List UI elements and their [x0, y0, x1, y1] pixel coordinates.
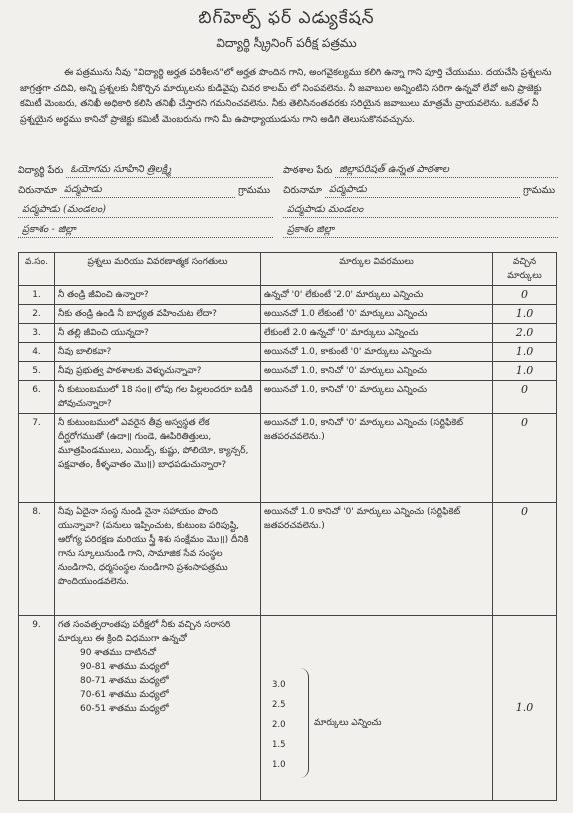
row-marks-detail: ఉన్నచో '0' లేకుంటే '2.0' మార్కులు ఎన్నించు [261, 286, 493, 305]
row-question-text: గత సంవత్సరాంతపు పరీక్షలో నీకు వచ్చిన సరాసరి మార్కులు ఈ క్రింది విధముగా ఉన్నచో [58, 620, 231, 644]
table-row [19, 362, 557, 381]
row-mark-input[interactable]: 0 [493, 381, 557, 414]
school-name-row [283, 160, 558, 178]
row-marks-detail: అయినచో 1.0, కానిచో '0' మార్కులు ఎన్నించు (సర్టిఫికెట్ జతపరచవలెను.) [261, 414, 493, 503]
row-question: నీ తల్లి జీవించి యున్నదా? [55, 324, 261, 343]
mandal-row-2 [283, 200, 558, 218]
range-value: 1.5 [272, 740, 286, 750]
list-item: 90-81 శాతము మధ్యలో [80, 662, 169, 672]
address-field-2[interactable]: పద్మపాడు [325, 183, 520, 198]
district-field[interactable]: ప్రకాశం - జిల్లా [18, 223, 273, 238]
row-number: 2. [19, 305, 55, 324]
col-header-question: ప్రశ్నలు మరియు వివరణాత్మక సంగతులు [55, 253, 261, 286]
row-marks-detail: అయినచో 1.0 కానిచో '0' మార్కులు ఎన్నించు (సర్టిఫికెట్ జతపరచవలెను.) [261, 503, 493, 616]
district-row [18, 220, 273, 238]
row-question: నీవు ప్రభుత్వ పాఠశాలకు వెళ్ళుచున్నావా? [55, 362, 261, 381]
row-question [55, 616, 261, 801]
row-mark-input[interactable]: 0 [493, 414, 557, 503]
col-header-marks-detail: మార్కుల వివరములు [261, 253, 493, 286]
table-row [19, 381, 557, 414]
row-question: నీ కుటుంబములో ఎవరైన తీవ్ర అస్వస్థత లేక దీర్ఘరోగముతో (ఉదా॥ గుండె, ఊపిరితిత్తులు, మూత్రపిండములు, ఎయిడ్స్, కుష్టు, పోలియో, క్యాన్సర్, పక్షవాతం, కీళ్ళవాతం మొ॥) బాధపడుచున్నారా? [55, 414, 261, 503]
range-value: 1.0 [272, 760, 286, 770]
table-row [19, 343, 557, 362]
marks-range-box [264, 618, 489, 798]
row-question: నీకు తండ్రి ఉండి నీ బాధ్యత వహించుట లేదా? [55, 305, 261, 324]
table-row [19, 503, 557, 616]
row-marks-detail: అయినచో 1.0 లేకుంటే '0' మార్కులు ఎన్నించు [261, 305, 493, 324]
list-item: 60-51 శాతము మధ్యలో [80, 704, 169, 714]
intro-paragraph: ఈ పత్రమును నీవు "విద్యార్థి అర్హత పరిశీలన"లో అర్హత పొందిన గాని, అంగవైకల్యము కలిగి ఉన్నా గాని పూర్తి చేయుము. దయచేసి ప్రశ్నలను జాగ్రత్తగా చదివి, అన్ని ప్రశ్నలకు నీకొర్చిన మార్కులను కుడివైపు చివర కాలమ్ లో నింపవలెను. నీ జవాబుల అన్నింటిని సరిగా ఉన్నవో లేవో అని ప్రాజెక్టు కమిటీ మెంబరు, తనిఖీ అధికారి కలిసి తనిఖీ చేస్తారని గమనించవలెను. నీకు తెలిసినంతవరకు సరియైన జవాబులు మాత్రమే వ్రాయవలెను. ఒకవేళ నీ ప్రశ్నయైన అర్థము కానిచో ప్రాజెక్టు కమిటీ మెంబరును గాని మీ ఉపాధ్యాయుడును గాని అడిగి తెలుసుకొనవచ్చును. [20, 67, 552, 125]
row-marks-detail: అయినచో 1.0, కానిచో '0' మార్కులు ఎన్నించు [261, 381, 493, 414]
student-name-row [18, 160, 273, 178]
address-field[interactable]: పద్మపాడు [60, 183, 235, 198]
row-marks-detail [261, 616, 493, 801]
address-label-2: చిరునామా [283, 185, 322, 196]
row-number: 6. [19, 381, 55, 414]
school-name-label: పాఠశాల పేరు [283, 165, 333, 176]
row-number: 9. [19, 616, 55, 801]
page-subtitle: విద్యార్థి స్క్రీనింగ్ పరీక్ష పత్రము [216, 36, 357, 50]
row-mark-input[interactable]: 1.0 [493, 343, 557, 362]
row-mark-input[interactable]: 1.0 [493, 362, 557, 381]
row-number: 7. [19, 414, 55, 503]
district-row-2 [283, 220, 558, 238]
row-marks-detail: అయినచో 1.0, కాకుంటే '0' మార్కులు ఎన్నించు [261, 343, 493, 362]
row-mark-input[interactable]: 0 [493, 503, 557, 616]
range-value: 2.0 [272, 720, 286, 730]
row-marks-detail: లేకుంటే 2.0 ఉన్నచో '0' మార్కులు ఎన్నించు [261, 324, 493, 343]
village-label-2: గ్రామము [523, 185, 555, 196]
student-name-label: విద్యార్థి పేరు [18, 165, 64, 176]
address-row [18, 180, 273, 198]
page-title: బిగ్‌హెల్ప్ ఫర్ ఎడ్యుకేషన్ [198, 8, 375, 28]
mandal-field-2[interactable]: పద్మపాడు మండలం [283, 203, 558, 218]
row-mark-input[interactable]: 1.0 [493, 305, 557, 324]
district-field-2[interactable]: ప్రకాశం జిల్లా [283, 223, 558, 238]
mandal-field[interactable]: పద్మపాడు (మండలం) [18, 203, 273, 218]
list-item: 70-61 శాతము మధ్యలో [80, 690, 169, 700]
address-label: చిరునామా [18, 185, 57, 196]
brace-icon [300, 668, 309, 778]
row-mark-input[interactable]: 1.0 [493, 616, 557, 801]
row-question: నీ కుటుంబములో 18 సం॥ లోపు గల పిల్లలందరూ బడికి పోవుచున్నారా? [55, 381, 261, 414]
col-header-sno: వ.సం. [19, 253, 55, 286]
row-question: నీ తండ్రి జీవించి ఉన్నారా? [55, 286, 261, 305]
table-row [19, 305, 557, 324]
col-header-marks: వచ్చిన మార్కులు [493, 253, 557, 286]
row-mark-input[interactable]: 2.0 [493, 324, 557, 343]
address-row-2 [283, 180, 558, 198]
table-row [19, 324, 557, 343]
screening-table [18, 252, 557, 801]
village-label: గ్రామము [238, 185, 270, 196]
row-number: 5. [19, 362, 55, 381]
row-question: నీవు ఏదైనా సంస్థ నుండి నైనా సహాయం పొంది యున్నావా? (పనులు ఇప్పించుట, కుటుంబ పరిపుష్టి, ఆరోగ్య పరిరక్షణ మరియు స్త్రీ శిశు సంక్షేమం మొ॥) దీనికి గాను స్కూలునుండి గాని, సామాజిక సేవ సంస్థల నుండిగాని, ధర్మసంస్థల నుండిగాని ప్రశంసాపత్రము పొందియుండవలెను. [55, 503, 261, 616]
student-name-field[interactable]: ఓయోగమ సూహిని త్రిలక్ష్మి [66, 163, 273, 178]
table-row [19, 286, 557, 305]
row-number: 3. [19, 324, 55, 343]
row-mark-input[interactable]: 0 [493, 286, 557, 305]
list-item: 90 శాతము దాటినచో [80, 648, 157, 658]
range-label: మార్కులు ఎన్నించు [314, 718, 382, 728]
table-row [19, 616, 557, 801]
table-row [19, 414, 557, 503]
row-number: 4. [19, 343, 55, 362]
row-marks-detail: అయినచో 1.0, కానిచో '0' మార్కులు ఎన్నించు [261, 362, 493, 381]
row-number: 1. [19, 286, 55, 305]
range-value: 2.5 [272, 700, 286, 710]
percentage-list [58, 646, 257, 716]
row-number: 8. [19, 503, 55, 616]
list-item: 80-71 శాతము మధ్యలో [80, 676, 169, 686]
table-header-row [19, 253, 557, 286]
mandal-row [18, 200, 273, 218]
range-value: 3.0 [272, 680, 286, 690]
row-question: నీవు బాలికవా? [55, 343, 261, 362]
school-name-field[interactable]: జిల్లాపరిషత్ ఉన్నత పాఠశాల [335, 163, 558, 178]
